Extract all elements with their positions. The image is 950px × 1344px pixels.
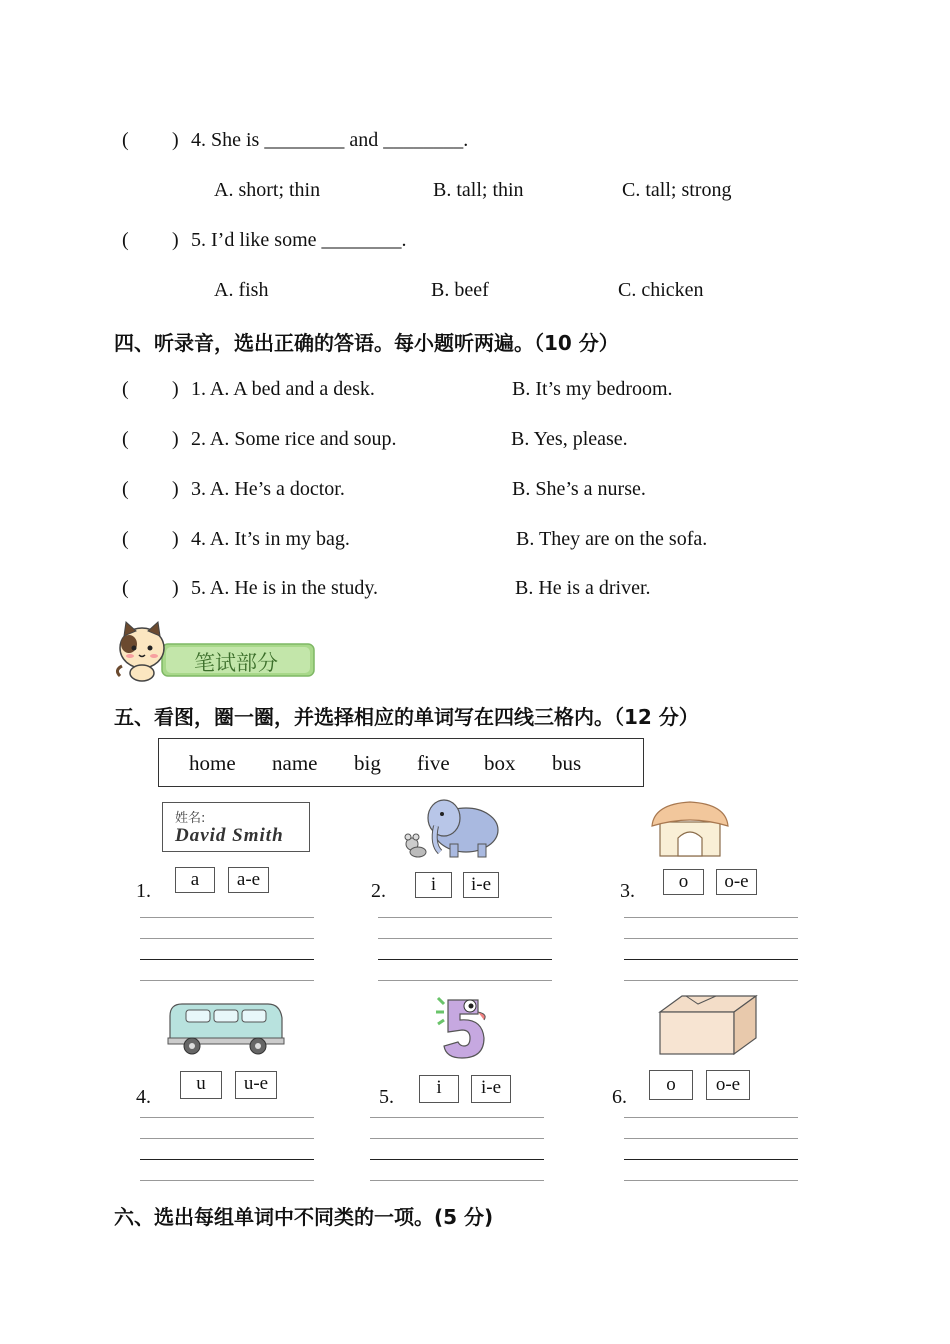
vowel-option[interactable]: u-e <box>235 1071 277 1099</box>
name-card-picture <box>162 802 310 852</box>
vowel-option[interactable]: o <box>649 1070 693 1100</box>
word-bank-item: big <box>354 751 381 775</box>
item-option-a: 5. A. He is in the study. <box>191 577 379 599</box>
question-text: 5. I’d like some ________. <box>191 229 407 251</box>
item-option-b: B. He is a driver. <box>515 577 651 599</box>
option-c: C. chicken <box>618 279 704 301</box>
section-6-title: 六、选出每组单词中不同类的一项。(5 分) <box>114 1205 494 1229</box>
vowel-option[interactable]: o-e <box>706 1070 750 1100</box>
answer-paren-open[interactable]: ( <box>122 577 129 599</box>
word-bank-item: home <box>189 751 236 775</box>
item-number: 4. <box>136 1086 151 1108</box>
item-option-b: B. She’s a nurse. <box>512 478 646 500</box>
word-bank <box>158 738 644 787</box>
item-option-a: 4. A. It’s in my bag. <box>191 528 350 550</box>
item-option-a: 3. A. He’s a doctor. <box>191 478 345 500</box>
number-five-picture-icon <box>434 990 494 1062</box>
answer-paren-close: ) <box>172 378 179 400</box>
answer-paren-open[interactable]: ( <box>122 378 129 400</box>
answer-paren-close: ) <box>172 478 179 500</box>
option-b: B. beef <box>431 279 489 301</box>
vowel-option[interactable]: o-e <box>716 869 757 895</box>
vowel-option[interactable]: i <box>415 872 452 898</box>
answer-paren-open[interactable]: ( <box>122 478 129 500</box>
answer-paren-open[interactable]: ( <box>122 428 129 450</box>
writing-lines[interactable] <box>378 917 552 981</box>
vowel-option[interactable]: i-e <box>463 872 499 898</box>
item-option-b: B. It’s my bedroom. <box>512 378 673 400</box>
banner-label: 笔试部分 <box>194 651 278 675</box>
answer-paren-close: ) <box>172 229 179 251</box>
name-card-name: David Smith <box>175 825 284 846</box>
answer-paren-close: ) <box>172 577 179 599</box>
word-bank-item: box <box>484 751 516 775</box>
option-a: A. short; thin <box>214 179 321 201</box>
item-option-b: B. They are on the sofa. <box>516 528 708 550</box>
writing-lines[interactable] <box>140 1117 314 1181</box>
elephant-picture-icon <box>398 796 502 860</box>
vowel-option[interactable]: o <box>663 869 704 895</box>
vowel-option[interactable]: i-e <box>471 1075 511 1103</box>
word-bank-item: name <box>272 751 318 775</box>
question-text: 4. She is ________ and ________. <box>191 129 469 151</box>
option-a: A. fish <box>214 279 269 301</box>
name-card-label: 姓名: <box>175 811 206 826</box>
item-number: 1. <box>136 880 151 902</box>
word-bank-item: bus <box>552 751 582 775</box>
item-option-a: 1. A. A bed and a desk. <box>191 378 375 400</box>
item-option-a: 2. A. Some rice and soup. <box>191 428 397 450</box>
writing-lines[interactable] <box>370 1117 544 1181</box>
box-picture-icon <box>656 992 760 1056</box>
answer-paren-open[interactable]: ( <box>122 129 129 151</box>
writing-lines[interactable] <box>140 917 314 981</box>
item-number: 2. <box>371 880 386 902</box>
option-c: C. tall; strong <box>622 179 732 201</box>
written-part-banner <box>112 618 318 682</box>
vowel-option[interactable]: i <box>419 1075 459 1103</box>
writing-lines[interactable] <box>624 917 798 981</box>
vowel-option[interactable]: a <box>175 867 215 893</box>
writing-lines[interactable] <box>624 1117 798 1181</box>
item-number: 5. <box>379 1086 394 1108</box>
answer-paren-open[interactable]: ( <box>122 229 129 251</box>
answer-paren-close: ) <box>172 528 179 550</box>
bus-picture-icon <box>164 998 286 1058</box>
item-number: 3. <box>620 880 635 902</box>
house-picture-icon <box>648 798 732 858</box>
answer-paren-close: ) <box>172 129 179 151</box>
vowel-option[interactable]: u <box>180 1071 222 1099</box>
vowel-option[interactable]: a-e <box>228 867 269 893</box>
answer-paren-close: ) <box>172 428 179 450</box>
item-number: 6. <box>612 1086 627 1108</box>
word-bank-item: five <box>417 751 450 775</box>
item-option-b: B. Yes, please. <box>511 428 628 450</box>
answer-paren-open[interactable]: ( <box>122 528 129 550</box>
section-5-title: 五、看图，圈一圈，并选择相应的单词写在四线三格内。（12 分） <box>114 705 699 729</box>
option-b: B. tall; thin <box>433 179 524 201</box>
section-4-title: 四、听录音，选出正确的答语。每小题听两遍。（10 分） <box>114 331 619 355</box>
